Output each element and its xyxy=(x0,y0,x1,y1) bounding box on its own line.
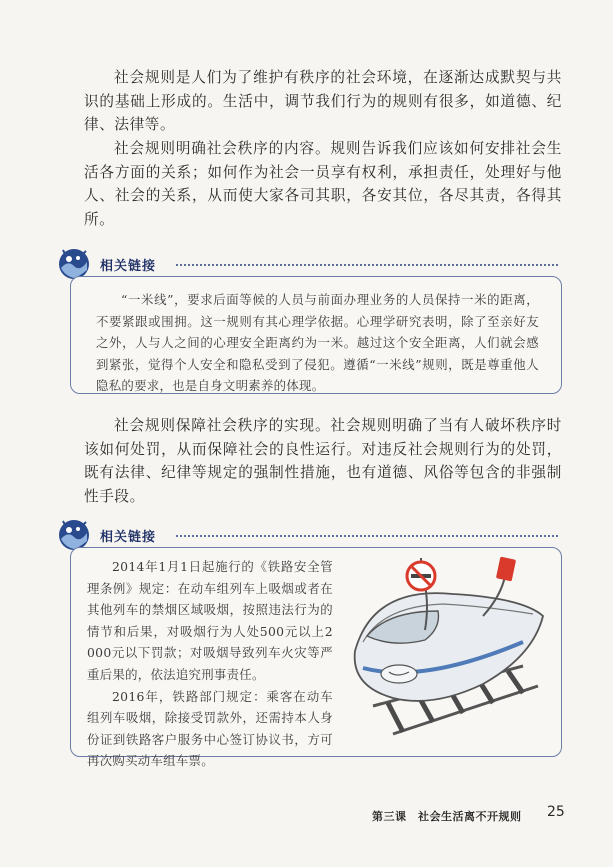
page-number: 25 xyxy=(547,804,565,820)
related-link-box-1 xyxy=(70,276,562,394)
footer-lesson-title: 第三课 社会生活离不开规则 xyxy=(372,810,522,823)
link-box-1-text: “一米线”，要求后面等候的人员与前面办理业务的人员保持一米的距离，不要紧跟或围拥。这一规则有其心理学依据。心理学研究表明，除了至亲好友之外，人与人之间的心理安全距离约为一米。越过这个安全距离，人们就会感到紧张，觉得个人安全和隐私受到了侵犯。遵循“一米线”规则，既是尊重他人隐私的要求，也是自身文明素养的体现。 xyxy=(96,292,539,394)
paragraph-1: 社会规则是人们为了维护有秩序的社会环境，在逐渐达成默契与共识的基础上形成的。生活中，调节我们行为的规则有很多，如道德、纪律、法律等。 xyxy=(84,69,562,134)
no-smoking-sign-icon xyxy=(407,558,435,590)
header-divider xyxy=(176,264,558,266)
header-divider-2 xyxy=(176,535,558,537)
red-card-icon xyxy=(496,557,516,582)
link-box-2-para-2: 2016年，铁路部门规定：乘客在动车组列车吸烟，除接受罚款外，还需持本人身份证到铁路客户服务中心签订协议书，方可再次购买动车组车票。 xyxy=(87,688,333,769)
related-link-header-2 xyxy=(58,519,558,549)
paragraph-3: 社会规则保障社会秩序的实现。社会规则明确了当有人破坏秩序时该如何处罚，从而保障社会的良性运行。对违反社会规则行为的处罚，既有法律、纪律等规定的强制性措施，也有道德、风俗等包含的非强制性手段。 xyxy=(84,417,562,505)
paragraph-2: 社会规则明确社会秩序的内容。规则告诉我们应该如何安排社会生活各方面的关系；如何作为社会一员享有权利，承担责任，处理好与他人、社会的关系，从而使大家各司其职，各安其位，各尽其责，各得其所。 xyxy=(84,140,562,228)
related-link-box-2 xyxy=(70,547,562,769)
related-link-header xyxy=(58,248,558,278)
related-link-title-2: 相关链接 xyxy=(100,530,157,545)
train-illustration xyxy=(333,556,551,750)
link-box-2-para-1: 2014年1月1日起施行的《铁路安全管理条例》规定：在动车组列车上吸烟或者在其他列车的禁烟区域吸烟，按照违法行为的情节和后果，对吸烟行为人处500元以上2 000元以下罚款；对吸烟导致列车火灾等严重后果的，依法追究刑事责任。 xyxy=(87,559,333,682)
related-link-title: 相关链接 xyxy=(100,259,157,274)
